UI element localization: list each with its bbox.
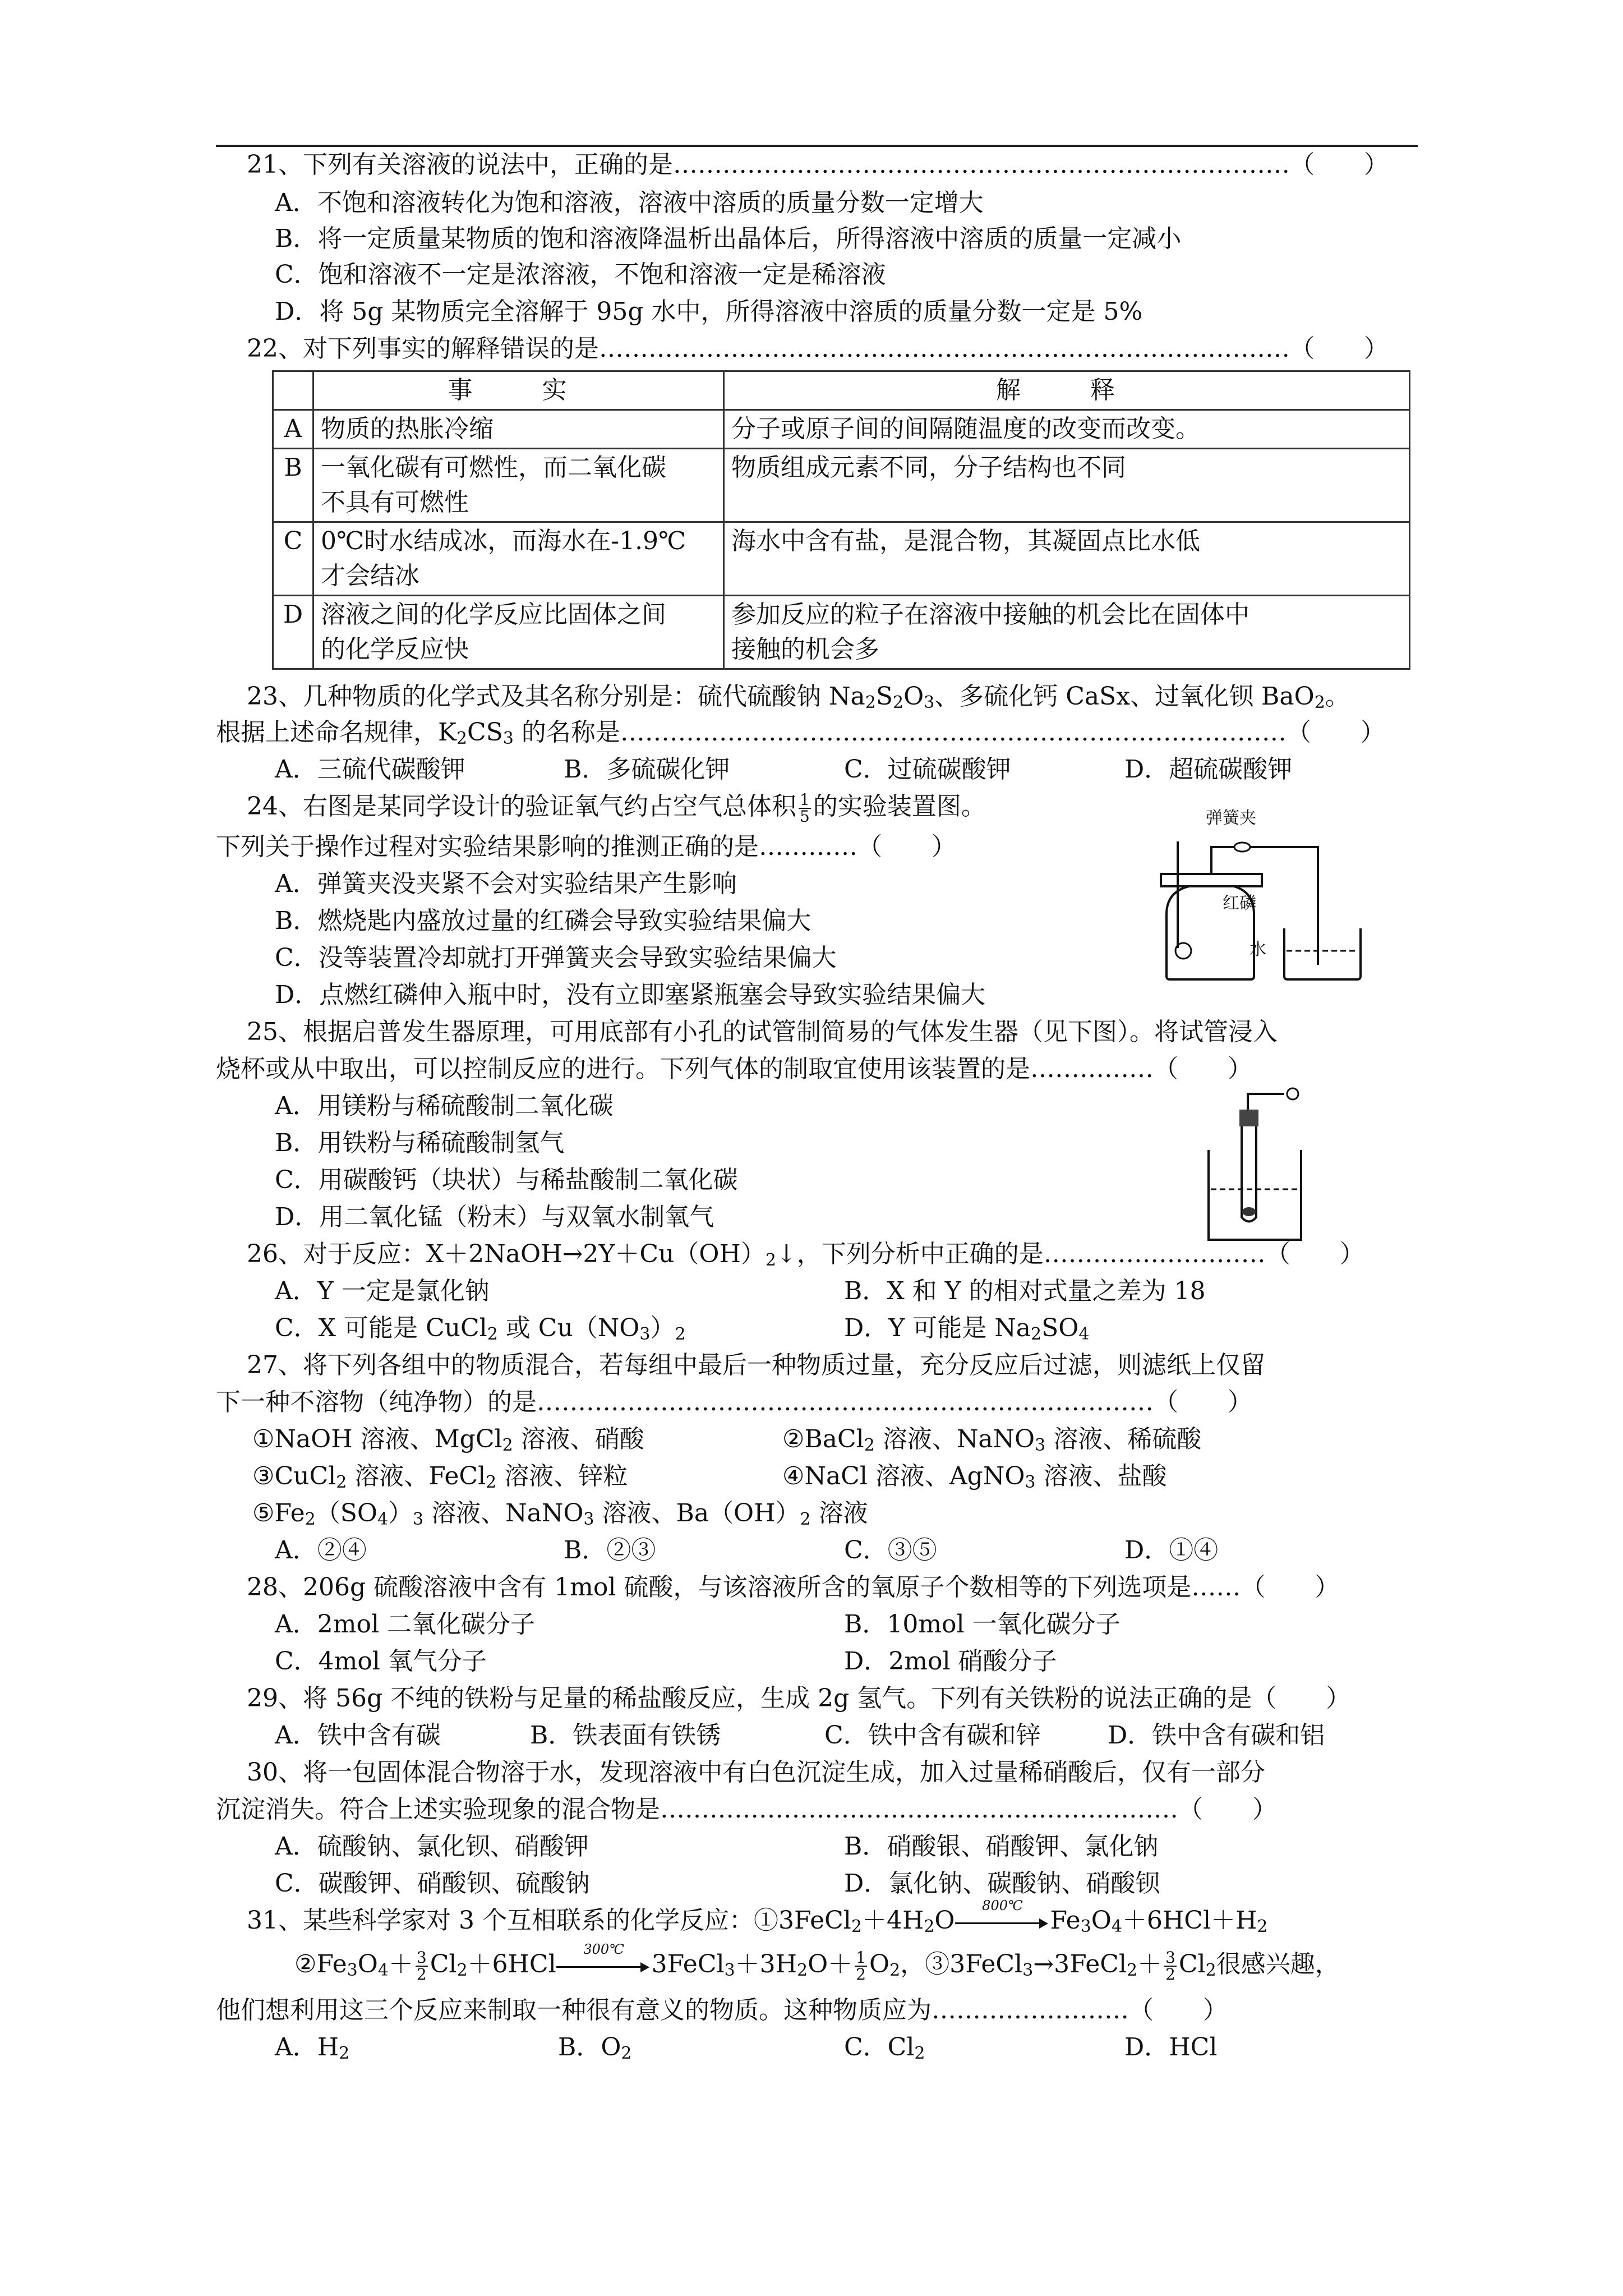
q22-row-letter: D	[273, 596, 313, 669]
subscript: 2	[800, 1510, 811, 1529]
q22-fact-text: 才会结冰	[321, 562, 419, 590]
q23-option-b: B．多硫碳化钾	[564, 755, 730, 784]
q23-stem-text: CS	[467, 718, 503, 747]
subscript: 2	[865, 693, 876, 712]
q27-group-text: ①NaOH 溶液、MgCl	[252, 1425, 502, 1453]
q31-stem-text: 很感兴趣，	[1216, 1950, 1340, 1978]
q22-table	[272, 370, 1410, 670]
subscript: 3	[1022, 1961, 1034, 1980]
q22-fact-text: 的化学反应快	[321, 635, 469, 664]
q31-stem-text: →3FeCl	[1033, 1950, 1127, 1978]
q31-stem-text: 31、某些科学家对 3 个互相联系的化学反应：①3FeCl	[247, 1906, 851, 1935]
subscript: 2	[765, 1250, 776, 1270]
q31-option-text: A．H	[275, 2033, 339, 2062]
subscript: 2	[339, 2044, 350, 2063]
q21-stem: 21、下列有关溶液的说法中，正确的是…………………………………………………………………（ ）	[247, 150, 1389, 179]
q26-option-text: C．X 可能是 CuCl	[275, 1314, 487, 1342]
q29-stem: 29、将 56g 不纯的铁粉与足量的稀盐酸反应，生成 2g 氢气。下列有关铁粉的说法正确的是（ ）	[247, 1684, 1351, 1713]
q26-option-b: B．X 和 Y 的相对式量之差为 18	[844, 1277, 1206, 1305]
q23-stem-text: O	[903, 682, 924, 711]
tube-left	[1211, 847, 1234, 874]
q27-group-text: 溶液、硝酸	[513, 1425, 644, 1453]
fig-label-p: 红磷	[1223, 894, 1256, 913]
q27-group-text: ）	[388, 1499, 413, 1527]
subscript: 4	[1078, 1324, 1090, 1344]
fraction-denominator: 5	[800, 807, 810, 826]
q22-fact-text: 不具有可燃性	[321, 488, 469, 517]
subscript: 2	[305, 1510, 316, 1529]
q22-row-expl	[724, 449, 1410, 522]
fraction-numerator: 3	[1165, 1948, 1175, 1967]
solid-lump	[1242, 1207, 1256, 1216]
subscript: 4	[1111, 1917, 1122, 1936]
subscript: 2	[487, 1324, 498, 1344]
header-rule	[216, 145, 1418, 147]
subscript: 3	[639, 1324, 651, 1344]
q31-stem-text: O	[1091, 1906, 1112, 1935]
q29-option-a: A．铁中含有碳	[275, 1721, 441, 1750]
q22-expl-text: 参加反应的粒子在溶液中接触的机会比在固体中	[731, 600, 1249, 629]
q22-fact-text: 一氧化碳有可燃性，而二氧化碳	[321, 453, 666, 482]
q28-option-d: D．2mol 硝酸分子	[844, 1647, 1057, 1676]
q27-group-3	[252, 1461, 628, 1492]
q22-row-expl	[724, 410, 1410, 449]
q22-row-expl	[724, 596, 1410, 669]
stopper-shape	[1161, 874, 1262, 886]
subscript: 3	[502, 729, 514, 748]
q25-stem: 25、根据启普发生器原理，可用底部有小孔的试管制简易的气体发生器（见下图）。将试管浸入	[247, 1018, 1278, 1046]
subscript: 3	[1035, 1435, 1046, 1455]
q28-stem: 28、206g 硫酸溶液中含有 1mol 硫酸，与该溶液所含的氧原子个数相等的下列选项是……（ ）	[247, 1573, 1340, 1602]
q28-option-c: C．4mol 氧气分子	[275, 1647, 487, 1676]
q29-option-b: B．铁表面有铁锈	[530, 1721, 721, 1750]
q31-option-b	[558, 2032, 632, 2063]
q24-stem-line2: 下列关于操作过程对实验结果影响的推测正确的是…………（ ）	[216, 832, 956, 861]
q22-row-letter: A	[273, 410, 313, 449]
q22-row-fact	[313, 410, 724, 449]
spoon-cup	[1175, 943, 1191, 959]
q24-stem-text: 24、右图是某同学设计的验证氧气约占空气总体积	[247, 792, 796, 821]
subscript: 2	[864, 1435, 875, 1455]
q27-group-4	[782, 1461, 1167, 1492]
q24-option-d: D．点燃红磷伸入瓶中时，没有立即塞紧瓶塞会导致实验结果偏大	[275, 981, 986, 1009]
q30-option-a: A．硫酸钠、氯化钡、硝酸钾	[275, 1832, 589, 1861]
q31-stem-text: ＋	[1137, 1950, 1163, 1978]
q22-row-fact	[313, 449, 724, 522]
q31-stem-line2	[294, 1941, 1340, 1984]
q31-stem-text: O＋	[808, 1950, 853, 1978]
generator-tube	[1248, 1094, 1284, 1111]
q27-group-text: 溶液、Ba（OH）	[594, 1499, 800, 1527]
subscript: 3	[1025, 1473, 1036, 1492]
subscript: 2	[621, 2044, 632, 2063]
subscript: 2	[675, 1324, 686, 1344]
q31-stem-text: O	[357, 1950, 378, 1978]
q23-stem-text: S	[875, 682, 893, 711]
q31-stem-line3: 他们想利用这三个反应来制取一种很有意义的物质。这种物质应为……………………（ ）	[216, 1996, 1228, 2024]
q26-option-c	[275, 1313, 686, 1344]
q31-option-text: B．O	[558, 2033, 621, 2062]
q21-option-a: A．不饱和溶液转化为饱和溶液，溶液中溶质的质量分数一定增大	[275, 188, 984, 217]
reaction-arrow	[955, 1897, 1050, 1934]
subscript: 2	[892, 693, 904, 712]
q27-group-1	[252, 1424, 644, 1455]
q25-option-d: D．用二氧化锰（粉末）与双氧水制氧气	[275, 1203, 714, 1231]
q23-stem-text: 、多硫化钙 CaSx、过氧化钡 BaO	[934, 682, 1315, 711]
q27-group-2	[782, 1424, 1201, 1455]
oxygen-experiment-figure	[1116, 808, 1408, 982]
q22-header-fact: 事 实	[313, 371, 724, 410]
q23-stem-text: 23、几种物质的化学式及其名称分别是：硫代硫酸钠 Na	[247, 682, 865, 711]
fraction-numerator: 1	[856, 1948, 866, 1967]
q24-stem-text: 的实验装置图。	[813, 792, 986, 821]
q23-stem-line2	[216, 717, 1385, 748]
q22-row-letter: B	[273, 449, 313, 522]
q22-table-header	[273, 371, 1410, 410]
q27-stem-line2: 下一种不溶物（纯净物）的是…………………………………………………………………（ ）	[216, 1388, 1252, 1416]
generator-stopper	[1239, 1110, 1258, 1126]
q21-option-c: C．饱和溶液不一定是浓溶液，不饱和溶液一定是稀溶液	[275, 260, 886, 289]
subscript: 3	[724, 1961, 735, 1980]
subscript: 3	[583, 1510, 594, 1529]
reaction-arrow	[556, 1941, 652, 1977]
q30-stem: 30、将一包固体混合物溶于水，发现溶液中有白色沉淀生成，加入过量稀硝酸后，仅有一部分	[247, 1758, 1265, 1787]
q27-stem: 27、将下列各组中的物质混合，若每组中最后一种物质过量，充分反应后过滤，则滤纸上仅留	[247, 1351, 1265, 1379]
subscript: 3	[924, 693, 935, 712]
q22-expl-text: 接触的机会多	[731, 635, 879, 664]
q26-option-text: SO	[1041, 1314, 1079, 1342]
q31-stem-text: Fe	[1050, 1906, 1081, 1935]
q29-option-d: D．铁中含有碳和铝	[1108, 1721, 1325, 1750]
subscript: 2	[1314, 693, 1325, 712]
q27-group-text: （SO	[315, 1499, 377, 1527]
q27-option-d: D．①④	[1124, 1536, 1219, 1565]
q31-option-text: C．Cl	[844, 2033, 915, 2062]
q22-row-fact	[313, 522, 724, 596]
q25-option-b: B．用铁粉与稀硫酸制氢气	[275, 1129, 565, 1157]
fraction	[855, 1950, 867, 1982]
q22-expl-text: 分子或原子间的间隔随温度的改变而改变。	[731, 415, 1200, 443]
q24-option-b: B．燃烧匙内盛放过量的红磷会导致实验结果偏大	[275, 907, 811, 935]
subscript: 3	[1080, 1917, 1091, 1936]
q30-stem-line2: 沉淀消失。符合上述实验现象的混合物是………………………………………………………（ ）	[216, 1795, 1277, 1824]
subscript: 2	[914, 2044, 925, 2063]
q25-stem-line2: 烧杯或从中取出，可以控制反应的进行。下列气体的制取宜使用该装置的是……………（ ）	[216, 1055, 1252, 1083]
q22-fact-text: 溶液之间的化学反应比固体之间	[321, 600, 666, 629]
q27-group-text: ⑤Fe	[252, 1499, 305, 1527]
subscript: 3	[347, 1961, 358, 1980]
q26-stem-text: 26、对于反应：X＋2NaOH→2Y＋Cu（OH）	[247, 1240, 766, 1268]
q27-group-text: 溶液、NaNO	[423, 1499, 584, 1527]
gas-generator-figure	[1195, 1077, 1318, 1245]
q24-option-c: C．没等装置冷却就打开弹簧夹会导致实验结果偏大	[275, 944, 837, 972]
q21-option-b: B．将一定质量某物质的饱和溶液降温析出晶体后，所得溶液中溶质的质量一定减小	[275, 224, 1182, 253]
fraction	[1164, 1950, 1177, 1982]
q23-option-c: C．过硫碳酸钾	[844, 755, 1011, 784]
q23-option-d: D．超硫碳酸钾	[1124, 755, 1293, 784]
q22-fact-text: 物质的热胀冷缩	[321, 415, 494, 443]
fraction-denominator: 2	[416, 1964, 427, 1984]
q27-group-text: 溶液、稀硫酸	[1045, 1425, 1202, 1453]
clip-shape	[1234, 843, 1250, 852]
generator-beaker	[1209, 1150, 1301, 1240]
q27-group-text: ③CuCl	[252, 1462, 336, 1490]
q31-stem-text: 3FeCl	[651, 1950, 725, 1978]
q31-stem-text: O	[869, 1950, 890, 1978]
q24-option-a: A．弹簧夹没夹紧不会对实验结果产生影响	[275, 869, 737, 898]
q31-option-c	[844, 2032, 925, 2063]
q23-option-a: A．三硫代碳酸钾	[275, 755, 465, 784]
q31-stem-text: Cl	[1178, 1950, 1206, 1978]
q26-stem-text: ↓，下列分析中正确的是………………………（ ）	[776, 1240, 1364, 1268]
q26-option-text: D．Y 可能是 Na	[844, 1314, 1031, 1342]
q21-option-d: D．将 5g 某物质完全溶解于 95g 水中，所得溶液中溶质的质量分数一定是 5%	[275, 297, 1143, 326]
q22-expl-text: 海水中含有盐，是混合物，其凝固点比水低	[731, 527, 1200, 555]
q27-group-text: 溶液	[810, 1499, 868, 1527]
q22-row-letter: C	[273, 522, 313, 596]
q31-stem-text: ，③3FeCl	[900, 1950, 1023, 1978]
subscript: 2	[1257, 1917, 1268, 1936]
q29-option-c: C．铁中含有碳和锌	[824, 1721, 1041, 1750]
q24-stem	[247, 790, 986, 826]
table-row	[273, 596, 1410, 669]
fig-label-water: 水	[1249, 940, 1266, 959]
q27-group-text: 溶液、FeCl	[347, 1462, 486, 1490]
fraction-numerator: 1	[800, 790, 810, 809]
q27-option-a: A．②④	[275, 1536, 367, 1565]
table-row	[273, 449, 1410, 522]
subscript: 2	[1126, 1961, 1138, 1980]
q22-row-expl	[724, 522, 1410, 596]
q31-stem-text: ＋6HCl＋H	[1122, 1906, 1257, 1935]
q26-stem	[247, 1239, 1364, 1270]
q22-fact-text: 0℃时水结成冰，而海水在-1.9℃	[321, 527, 686, 555]
table-row	[273, 410, 1410, 449]
q26-option-text: 或 Cu（NO	[497, 1314, 640, 1342]
q31-stem-text: ＋	[388, 1950, 413, 1978]
subscript: 2	[924, 1917, 935, 1936]
q31-stem-text: ＋3H	[735, 1950, 797, 1978]
fraction-numerator: 3	[416, 1948, 427, 1967]
subscript: 2	[1205, 1961, 1216, 1980]
q23-stem-text: 。	[1325, 682, 1350, 711]
subscript: 2	[1031, 1324, 1042, 1344]
fig-label-clip: 弹簧夹	[1206, 808, 1256, 828]
fraction-denominator: 2	[856, 1964, 866, 1984]
beaker-shape	[1284, 928, 1361, 979]
subscript: 2	[456, 729, 467, 748]
q31-stem-text: ＋4H	[861, 1906, 924, 1935]
q27-option-b: B．②③	[564, 1536, 656, 1565]
q30-option-b: B．硝酸银、硝酸钾、氯化钠	[844, 1832, 1159, 1861]
table-row	[273, 522, 1410, 596]
q23-stem	[247, 681, 1350, 712]
q28-option-b: B．10mol 一氧化碳分子	[844, 1610, 1121, 1639]
subscript: 2	[889, 1961, 901, 1980]
reaction-condition: 300℃	[583, 1941, 624, 1957]
q31-stem	[247, 1897, 1268, 1936]
q27-group-5	[252, 1498, 868, 1529]
subscript: 2	[502, 1435, 513, 1455]
subscript: 2	[486, 1473, 497, 1492]
q23-stem-text: 的名称是………………………………………………………………………（ ）	[513, 718, 1385, 747]
fraction	[799, 792, 811, 825]
q27-group-text: 溶液、锌粒	[496, 1462, 628, 1490]
q27-group-text: 溶液、盐酸	[1035, 1462, 1167, 1490]
q27-group-text: ④NaCl 溶液、AgNO	[782, 1462, 1025, 1490]
fraction-denominator: 2	[1165, 1964, 1175, 1984]
q31-stem-text: ＋6HCl	[467, 1950, 556, 1978]
subscript: 2	[457, 1961, 468, 1980]
q28-option-a: A．2mol 二氧化碳分子	[275, 1610, 536, 1639]
q30-option-d: D．氯化钠、碳酸钠、硝酸钡	[844, 1869, 1160, 1898]
q22-stem: 22、对下列事实的解释错误的是…………………………………………………………………………（ ）	[247, 334, 1389, 363]
q23-stem-text: 根据上述命名规律，K	[216, 718, 457, 747]
q31-stem-text: ②Fe	[294, 1950, 347, 1978]
q22-expl-text: 物质组成元素不同，分子结构也不同	[731, 453, 1126, 482]
q25-option-c: C．用碳酸钙（块状）与稀盐酸制二氧化碳	[275, 1166, 738, 1194]
generator-clip	[1287, 1088, 1298, 1099]
q27-group-text: ②BaCl	[782, 1425, 864, 1453]
subscript: 2	[851, 1917, 862, 1936]
q25-option-a: A．用镁粉与稀硫酸制二氧化碳	[275, 1092, 614, 1120]
q31-stem-text: Cl	[430, 1950, 457, 1978]
q22-header-expl: 解 释	[724, 371, 1410, 410]
q26-option-text: ）	[650, 1314, 675, 1342]
subscript: 2	[797, 1961, 808, 1980]
subscript: 2	[336, 1473, 347, 1492]
q31-stem-text: O	[934, 1906, 955, 1935]
q22-row-fact	[313, 596, 724, 669]
q26-option-d	[844, 1313, 1089, 1344]
subscript: 4	[377, 1510, 389, 1529]
fraction	[416, 1950, 428, 1982]
q31-option-a	[275, 2032, 349, 2063]
reaction-condition: 800℃	[982, 1897, 1023, 1913]
q26-option-a: A．Y 一定是氯化钠	[275, 1277, 490, 1305]
subscript: 3	[413, 1510, 424, 1529]
subscript: 4	[377, 1961, 389, 1980]
q27-option-c: C．③⑤	[844, 1536, 937, 1565]
q30-option-c: C．碳酸钾、硝酸钡、硫酸钠	[275, 1869, 590, 1898]
q31-option-d: D．HCl	[1124, 2033, 1218, 2062]
q27-group-text: 溶液、NaNO	[874, 1425, 1035, 1453]
